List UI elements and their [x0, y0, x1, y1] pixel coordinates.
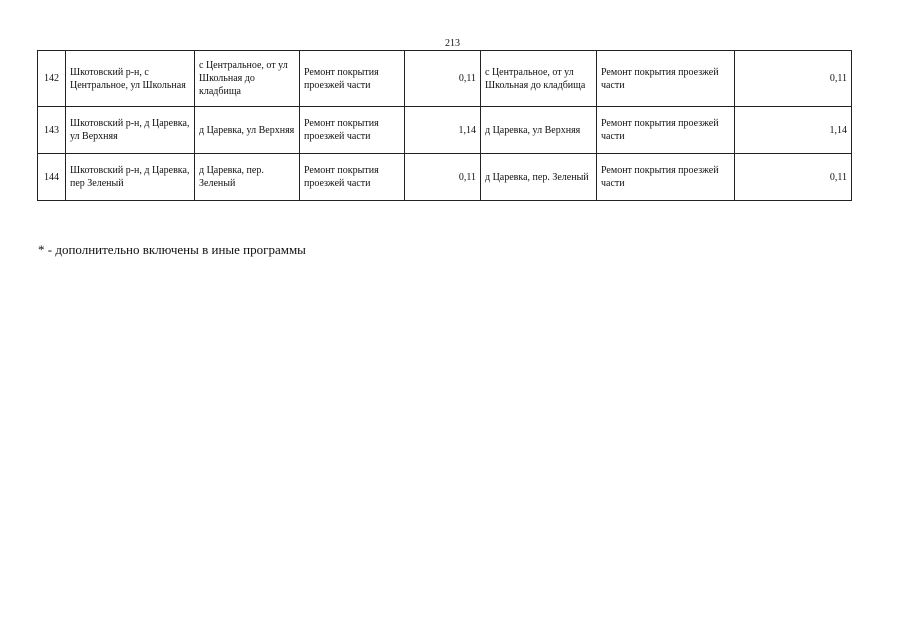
work-type-cell-2: Ремонт покрытия проезжей части — [597, 107, 735, 154]
section-cell: д Царевка, пер. Зеленый — [195, 154, 300, 201]
length-cell: 0,11 — [405, 51, 481, 107]
work-type-cell: Ремонт покрытия проезжей части — [300, 107, 405, 154]
row-number: 143 — [38, 107, 66, 154]
row-number: 142 — [38, 51, 66, 107]
work-type-cell-2: Ремонт покрытия проезжей части — [597, 154, 735, 201]
work-type-cell: Ремонт покрытия проезжей части — [300, 154, 405, 201]
length-cell-2: 1,14 — [735, 107, 852, 154]
table-row — [38, 154, 852, 201]
row-number: 144 — [38, 154, 66, 201]
section-cell-2: с Центральное, от ул Школьная до кладбища — [481, 51, 597, 107]
footnote: * - дополнительно включены в иные программы — [38, 242, 306, 257]
district-cell: Шкотовский р-н, д Царевка, ул Верхняя — [66, 107, 195, 154]
work-type-cell: Ремонт покрытия проезжей части — [300, 51, 405, 107]
length-cell-2: 0,11 — [735, 51, 852, 107]
length-cell: 0,11 — [405, 154, 481, 201]
section-cell: с Центральное, от ул Школьная до кладбища — [195, 51, 300, 107]
section-cell-2: д Царевка, ул Верхняя — [481, 107, 597, 154]
district-cell: Шкотовский р-н, д Царевка, пер Зеленый — [66, 154, 195, 201]
length-cell: 1,14 — [405, 107, 481, 154]
section-cell-2: д Царевка, пер. Зеленый — [481, 154, 597, 201]
work-type-cell-2: Ремонт покрытия проезжей части — [597, 51, 735, 107]
table-row — [38, 107, 852, 154]
page-number: 213 — [445, 38, 460, 49]
section-cell: д Царевка, ул Верхняя — [195, 107, 300, 154]
road-repair-table — [37, 50, 852, 201]
length-cell-2: 0,11 — [735, 154, 852, 201]
table-row — [38, 51, 852, 107]
district-cell: Шкотовский р-н, с Центральное, ул Школьная — [66, 51, 195, 107]
